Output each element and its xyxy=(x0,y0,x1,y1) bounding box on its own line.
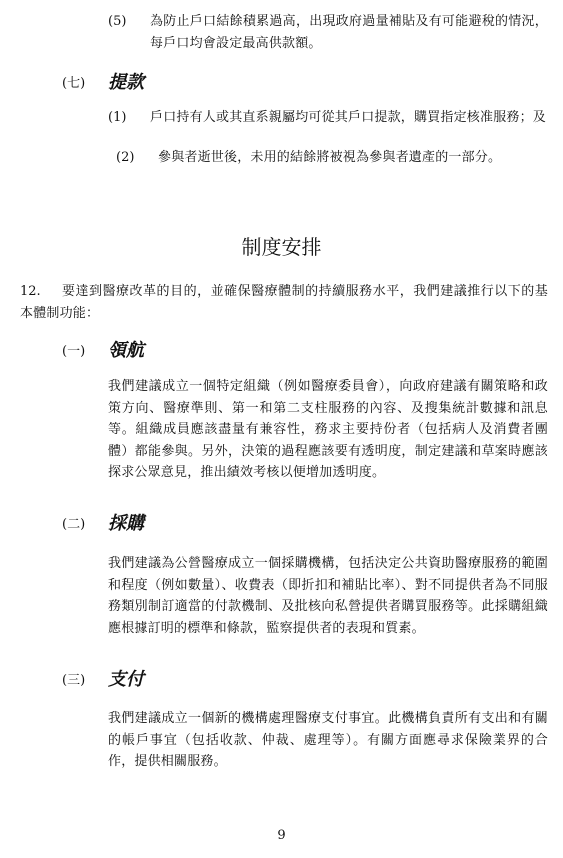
item-number: (1) xyxy=(108,110,127,125)
heading-procurement: 採購 xyxy=(108,513,144,534)
paragraph-text: 要達到醫療改革的目的，並確保醫療體制的持續服務水平，我們建議推行以下的基本體制功能： xyxy=(20,284,548,321)
heading-withdrawal: 提款 xyxy=(108,72,144,93)
heading-number: (三) xyxy=(62,673,86,688)
item-number: (2) xyxy=(116,150,135,165)
item-text: 參與者逝世後，未用的結餘將被視為參與者遺產的一部分。 xyxy=(158,150,502,165)
function-paragraph: 我們建議為公營醫療成立一個採購機構，包括決定公共資助醫療服務的範圍和程度（例如數量）、收費表（即折扣和補貼比率）、對不同提供者為不同服務類別制訂適當的付款機制、及批核向私營提供者購買服務等。此採購組織應根據訂明的標準和條款，監察提供者的表現和質素。 xyxy=(108,556,548,636)
function-paragraph: 我們建議成立一個特定組織（例如醫療委員會），向政府建議有關策略和政策方向、醫療準則、第一和第二支柱服務的內容、及搜集統計數據和訊息等。組織成員應該盡量有兼容性，務求主要持份者（包括病人及消費者團體）都能參與。另外，決策的過程應該要有透明度，制定建議和草案時應該探求公眾意見，推出績效考核以便增加透明度。 xyxy=(108,379,548,480)
function-paragraph: 我們建議成立一個新的機構處理醫療支付事宜。此機構負責所有支出和有關的帳戶事宜（包括收款、仲裁、處理等）。有關方面應尋求保險業界的合作，提供相關服務。 xyxy=(108,711,548,769)
heading-number: (二) xyxy=(62,517,86,532)
heading-number: (一) xyxy=(62,344,86,359)
heading-number: (七) xyxy=(62,76,86,91)
item-number: (5) xyxy=(108,14,127,29)
item-text: 戶口持有人或其直系親屬均可從其戶口提款，購買指定核准服務；及 xyxy=(150,110,547,125)
section-title: 制度安排 xyxy=(241,235,322,259)
page-number: 9 xyxy=(277,828,286,843)
heading-payment: 支付 xyxy=(108,669,144,690)
paragraph-number: 12. xyxy=(20,284,41,299)
item-text: 為防止戶口結餘積累過高，出現政府過量補貼及有可能避稅的情況，每戶口均會設定最高供款額。 xyxy=(150,14,548,51)
heading-navigation: 領航 xyxy=(108,340,144,361)
